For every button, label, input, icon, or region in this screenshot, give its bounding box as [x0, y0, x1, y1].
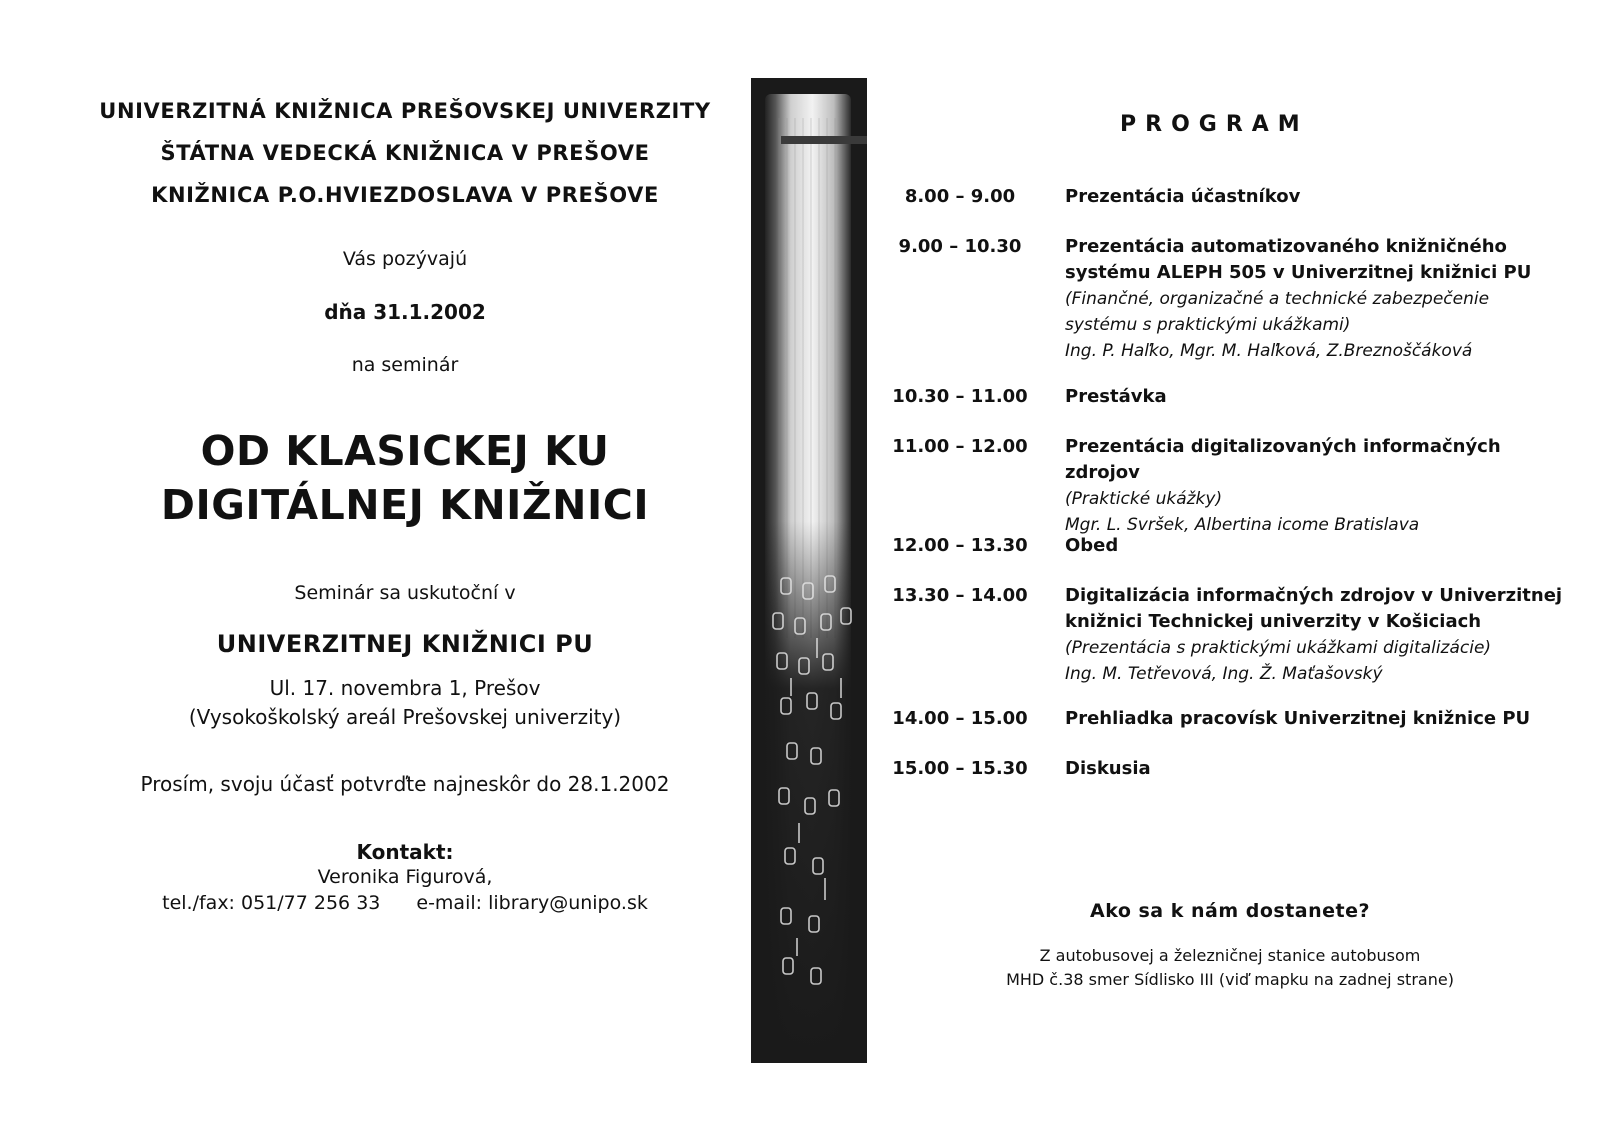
venue-address	[60, 674, 750, 732]
address-line2: (Vysokoškolský areál Prešovskej univerzity)	[188, 705, 622, 729]
program-desc	[1065, 434, 1565, 538]
contact-details	[60, 890, 750, 916]
seminar-title-line2: DIGITÁLNEJ KNIŽNICI	[160, 481, 650, 529]
organizer-3: KNIŽNICA P.O.HVIEZDOSLAVA V PREŠOVE	[151, 183, 659, 207]
program-title: Obed	[1065, 535, 1119, 556]
program-title: Prezentácia automatizovaného knižničného systému ALEPH 505 v Univerzitnej knižnici PU	[1065, 236, 1532, 283]
program-desc	[1065, 706, 1565, 732]
address-line1: Ul. 17. novembra 1, Prešov	[269, 676, 541, 700]
program-desc	[1065, 384, 1565, 410]
program-desc	[1065, 583, 1565, 687]
program-desc	[1065, 184, 1565, 210]
event-date: dňa 31.1.2002	[324, 300, 486, 324]
book-illustration	[751, 78, 867, 1063]
book-spine-image	[751, 78, 867, 1063]
program-time: 15.00 – 15.30	[892, 758, 1028, 779]
program-time: 11.00 – 12.00	[892, 436, 1028, 457]
venue-intro: Seminár sa uskutoční v	[294, 582, 516, 604]
seminar-title	[60, 424, 750, 532]
contact-email[interactable]: e-mail: library@unipo.sk	[416, 892, 648, 914]
contact-name: Veronika Figurová,	[317, 866, 493, 888]
program-time: 13.30 – 14.00	[892, 585, 1028, 606]
invitation-column	[60, 90, 750, 916]
program-subtitle: (Praktické ukážky)	[1065, 489, 1223, 509]
program-subtitle: (Prezentácia s praktickými ukážkami digitalizácie)	[1065, 638, 1492, 658]
seminar-title-line1: OD KLASICKEJ KU	[200, 427, 610, 475]
directions-section	[880, 900, 1580, 992]
program-time: 10.30 – 11.00	[892, 386, 1028, 407]
venue-name: UNIVERZITNEJ KNIŽNICI PU	[216, 630, 594, 658]
program-speakers: Ing. M. Tetřevová, Ing. Ž. Maťašovský	[1065, 664, 1383, 684]
program-title: Diskusia	[1065, 758, 1151, 779]
program-title: Digitalizácia informačných zdrojov v Univerzitnej knižnici Technickej univerzity v Košiciach	[1065, 585, 1563, 632]
seminar-label: na seminár	[351, 354, 459, 376]
program-speakers: Ing. P. Haľko, Mgr. M. Haľková, Z.Breznoščáková	[1065, 341, 1473, 361]
program-subtitle: (Finančné, organizačné a technické zabezpečenie systému s praktickými ukážkami)	[1065, 289, 1490, 335]
invite-text: Vás pozývajú	[342, 248, 468, 270]
rsvp-note: Prosím, svoju účasť potvrďte najneskôr do 28.1.2002	[140, 772, 670, 796]
program-title: Prestávka	[1065, 386, 1167, 407]
program-time: 14.00 – 15.00	[892, 708, 1028, 729]
contact-heading: Kontakt:	[356, 840, 454, 864]
organizer-1: UNIVERZITNÁ KNIŽNICA PREŠOVSKEJ UNIVERZITY	[99, 99, 711, 123]
directions-line1: Z autobusovej a železničnej stanice autobusom	[1039, 946, 1421, 965]
program-desc	[1065, 234, 1565, 364]
program-speakers: Mgr. L. Svršek, Albertina icome Bratislava	[1065, 515, 1420, 535]
program-time: 12.00 – 13.30	[892, 535, 1028, 556]
directions-line2: MHD č.38 smer Sídlisko III (viď mapku na zadnej strane)	[1006, 970, 1454, 989]
directions-text	[880, 944, 1580, 992]
program-desc	[1065, 533, 1565, 559]
program-title: Prezentácia digitalizovaných informačných zdrojov	[1065, 436, 1501, 483]
program-desc	[1065, 756, 1565, 782]
contact-phone: tel./fax: 051/77 256 33	[162, 892, 381, 914]
directions-heading: Ako sa k nám dostanete?	[1089, 900, 1371, 922]
organizer-2: ŠTÁTNA VEDECKÁ KNIŽNICA V PREŠOVE	[160, 141, 650, 165]
program-title: Prehliadka pracovísk Univerzitnej knižnice PU	[1065, 708, 1531, 729]
program-heading: PROGRAM	[1120, 112, 1309, 137]
program-time: 9.00 – 10.30	[898, 236, 1022, 257]
program-time: 8.00 – 9.00	[904, 186, 1016, 207]
program-title: Prezentácia účastníkov	[1065, 186, 1301, 207]
